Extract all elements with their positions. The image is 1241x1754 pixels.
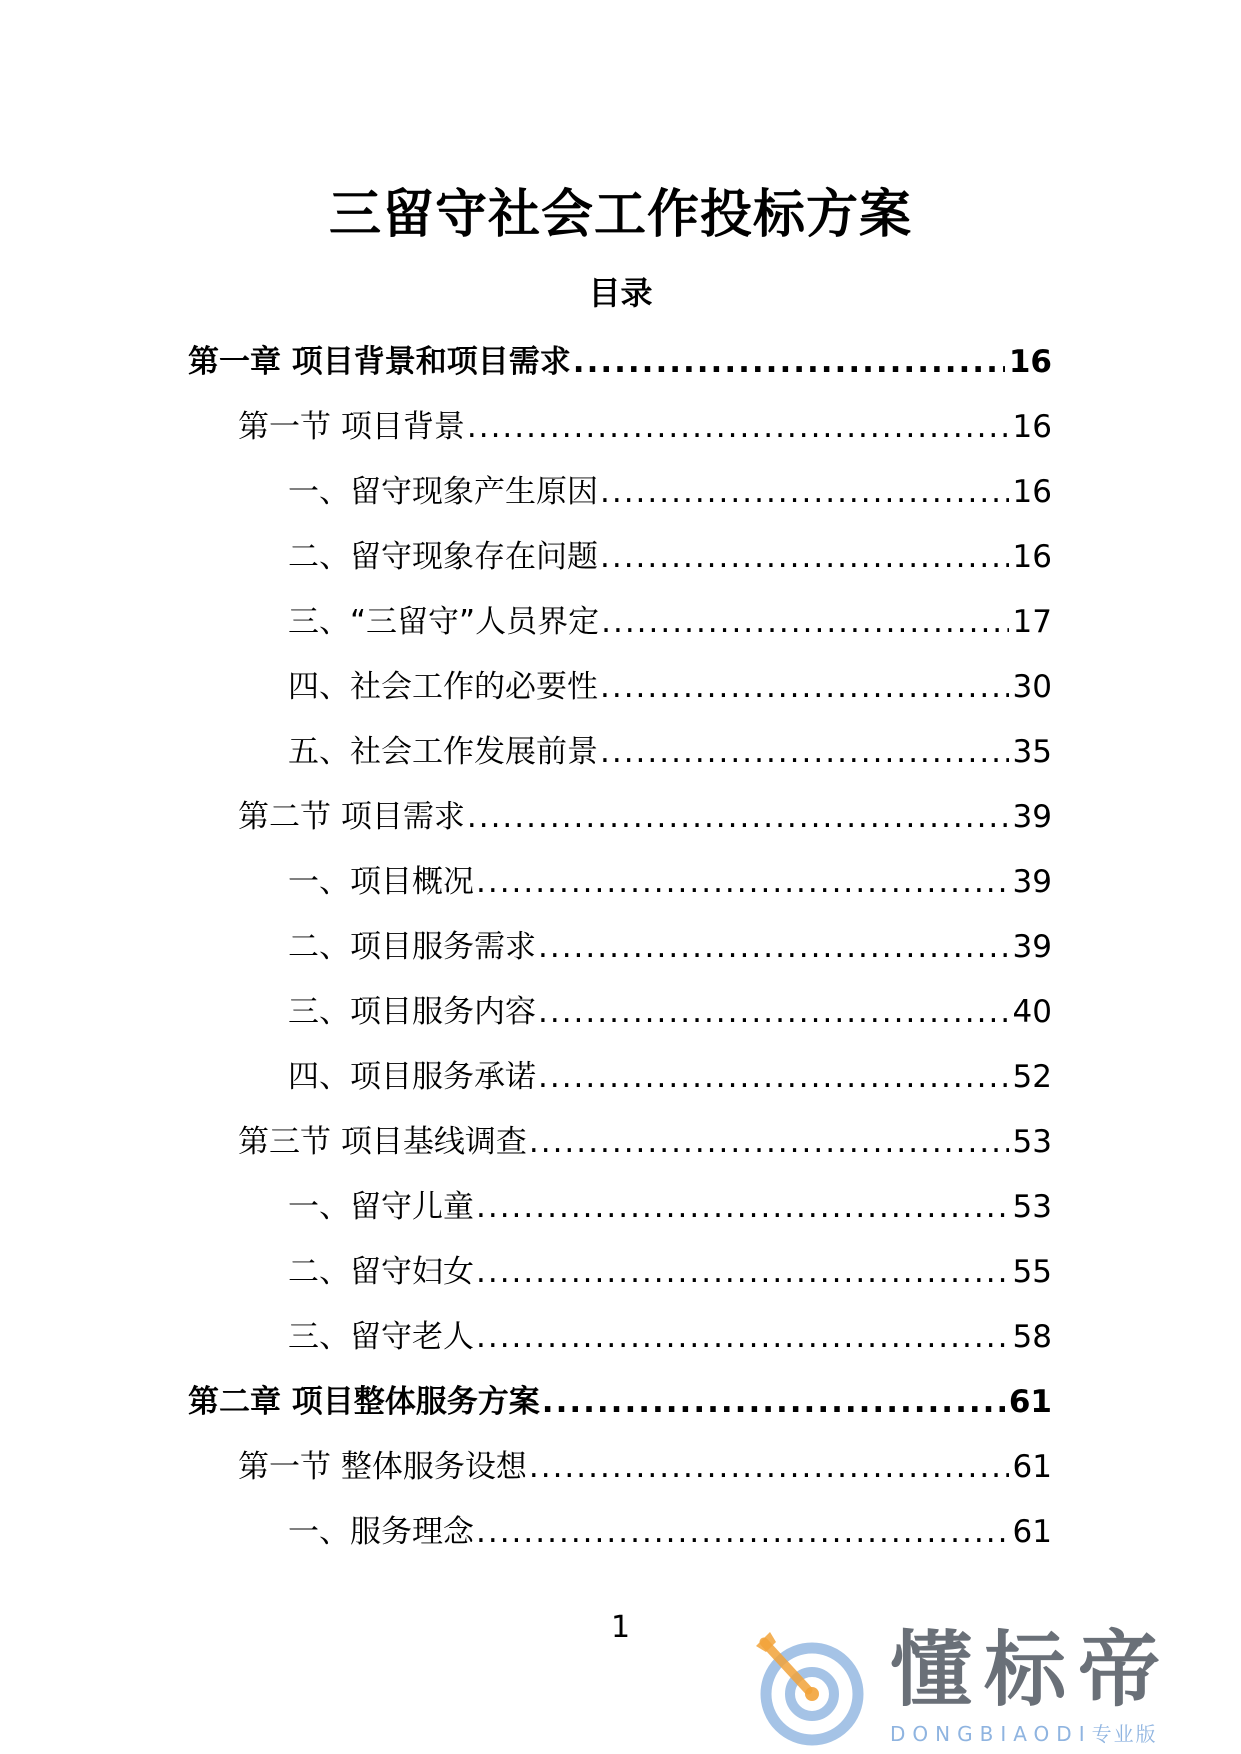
toc-dot-leader	[538, 932, 1009, 963]
toc-entry-page: 35	[1012, 734, 1052, 770]
toc-entry-title: 第三节 项目基线调查	[238, 1124, 527, 1160]
toc-entry-page: 61	[1012, 1449, 1052, 1485]
toc-dot-leader	[476, 1257, 1009, 1288]
watermark-subtitle	[890, 1724, 1158, 1744]
toc-dot-leader	[573, 347, 1005, 378]
toc-entry-title: 第二章 项目整体服务方案	[188, 1384, 540, 1420]
toc-dot-leader	[600, 672, 1009, 703]
toc-entry-title: 一、留守儿童	[288, 1189, 474, 1225]
toc-entry-title: 三、“三留守”人员界定	[288, 604, 600, 640]
toc-dot-leader	[601, 607, 1008, 638]
toc-entry-title: 五、社会工作发展前景	[288, 734, 598, 770]
toc-entry[interactable]	[0, 1500, 1052, 1565]
toc-entry-title: 四、社会工作的必要性	[288, 669, 598, 705]
toc-entry-page: 39	[1012, 864, 1052, 900]
toc-entry-page: 16	[1012, 474, 1052, 510]
toc-entry-title: 一、服务理念	[288, 1514, 474, 1550]
toc-entry-title: 第二节 项目需求	[238, 799, 465, 835]
toc-entry-page: 39	[1012, 929, 1052, 965]
toc-dot-leader	[476, 1517, 1009, 1548]
toc-entry-page: 40	[1012, 994, 1052, 1030]
toc-entry[interactable]	[0, 785, 1052, 850]
toc-entry[interactable]	[0, 980, 1052, 1045]
toc-entry[interactable]	[0, 720, 1052, 785]
toc-entry-page: 55	[1012, 1254, 1052, 1290]
watermark-edition: 专业版	[1091, 1722, 1158, 1746]
toc-entry-page: 53	[1012, 1189, 1052, 1225]
toc-dot-leader	[467, 412, 1009, 443]
toc-dot-leader	[542, 1387, 1005, 1418]
target-dart-icon	[750, 1628, 870, 1748]
toc-entry-page: 52	[1012, 1059, 1052, 1095]
watermark-brand-name: 懂标帝	[890, 1623, 1173, 1718]
toc-entry[interactable]	[0, 915, 1052, 980]
toc-entry-title: 四、项目服务承诺	[288, 1059, 536, 1095]
toc-entry[interactable]	[0, 1110, 1052, 1175]
toc-entry[interactable]	[0, 525, 1052, 590]
toc-entry-page: 61	[1008, 1384, 1052, 1420]
toc-dot-leader	[600, 737, 1009, 768]
toc-dot-leader	[538, 1062, 1009, 1093]
toc-entry-page: 53	[1012, 1124, 1052, 1160]
toc-entry[interactable]	[0, 1370, 1052, 1435]
toc-entry[interactable]	[0, 1435, 1052, 1500]
toc-entry[interactable]	[0, 460, 1052, 525]
toc-entry-page: 58	[1012, 1319, 1052, 1355]
toc-dot-leader	[529, 1452, 1009, 1483]
toc-entry-title: 三、项目服务内容	[288, 994, 536, 1030]
watermark-pinyin: DONGBIAODI	[890, 1722, 1092, 1746]
toc-dot-leader	[600, 477, 1009, 508]
watermark	[740, 1620, 1220, 1750]
toc-entry-title: 二、留守现象存在问题	[288, 539, 598, 575]
toc-entry-page: 61	[1012, 1514, 1052, 1550]
toc-entry[interactable]	[0, 1045, 1052, 1110]
toc-dot-leader	[476, 867, 1009, 898]
toc-dot-leader	[467, 802, 1009, 833]
page-number: 1	[610, 1610, 631, 1645]
toc-entry-page: 16	[1008, 344, 1052, 380]
toc-entry-title: 二、留守妇女	[288, 1254, 474, 1290]
toc-entry[interactable]	[0, 1240, 1052, 1305]
toc-entry-title: 第一节 整体服务设想	[238, 1449, 527, 1485]
toc-dot-leader	[476, 1192, 1009, 1223]
toc-dot-leader	[476, 1322, 1009, 1353]
toc-entry[interactable]	[0, 1305, 1052, 1370]
table-of-contents	[0, 330, 1241, 1565]
document-title: 三留守社会工作投标方案	[328, 185, 912, 245]
toc-entry[interactable]	[0, 850, 1052, 915]
toc-entry-title: 二、项目服务需求	[288, 929, 536, 965]
toc-dot-leader	[600, 542, 1009, 573]
toc-entry-page: 30	[1012, 669, 1052, 705]
toc-dot-leader	[538, 997, 1009, 1028]
toc-entry-title: 一、项目概况	[288, 864, 474, 900]
toc-entry[interactable]	[0, 330, 1052, 395]
toc-entry[interactable]	[0, 1175, 1052, 1240]
toc-entry-page: 17	[1012, 604, 1052, 640]
toc-dot-leader	[529, 1127, 1009, 1158]
toc-entry-page: 16	[1012, 409, 1052, 445]
toc-entry[interactable]	[0, 590, 1052, 655]
toc-entry-title: 第一章 项目背景和项目需求	[188, 344, 571, 380]
toc-entry-title: 一、留守现象产生原因	[288, 474, 598, 510]
toc-entry-title: 第一节 项目背景	[238, 409, 465, 445]
toc-entry-title: 三、留守老人	[288, 1319, 474, 1355]
toc-entry[interactable]	[0, 655, 1052, 720]
toc-entry-page: 39	[1012, 799, 1052, 835]
toc-entry[interactable]	[0, 395, 1052, 460]
toc-entry-page: 16	[1012, 539, 1052, 575]
toc-heading: 目录	[588, 274, 653, 312]
